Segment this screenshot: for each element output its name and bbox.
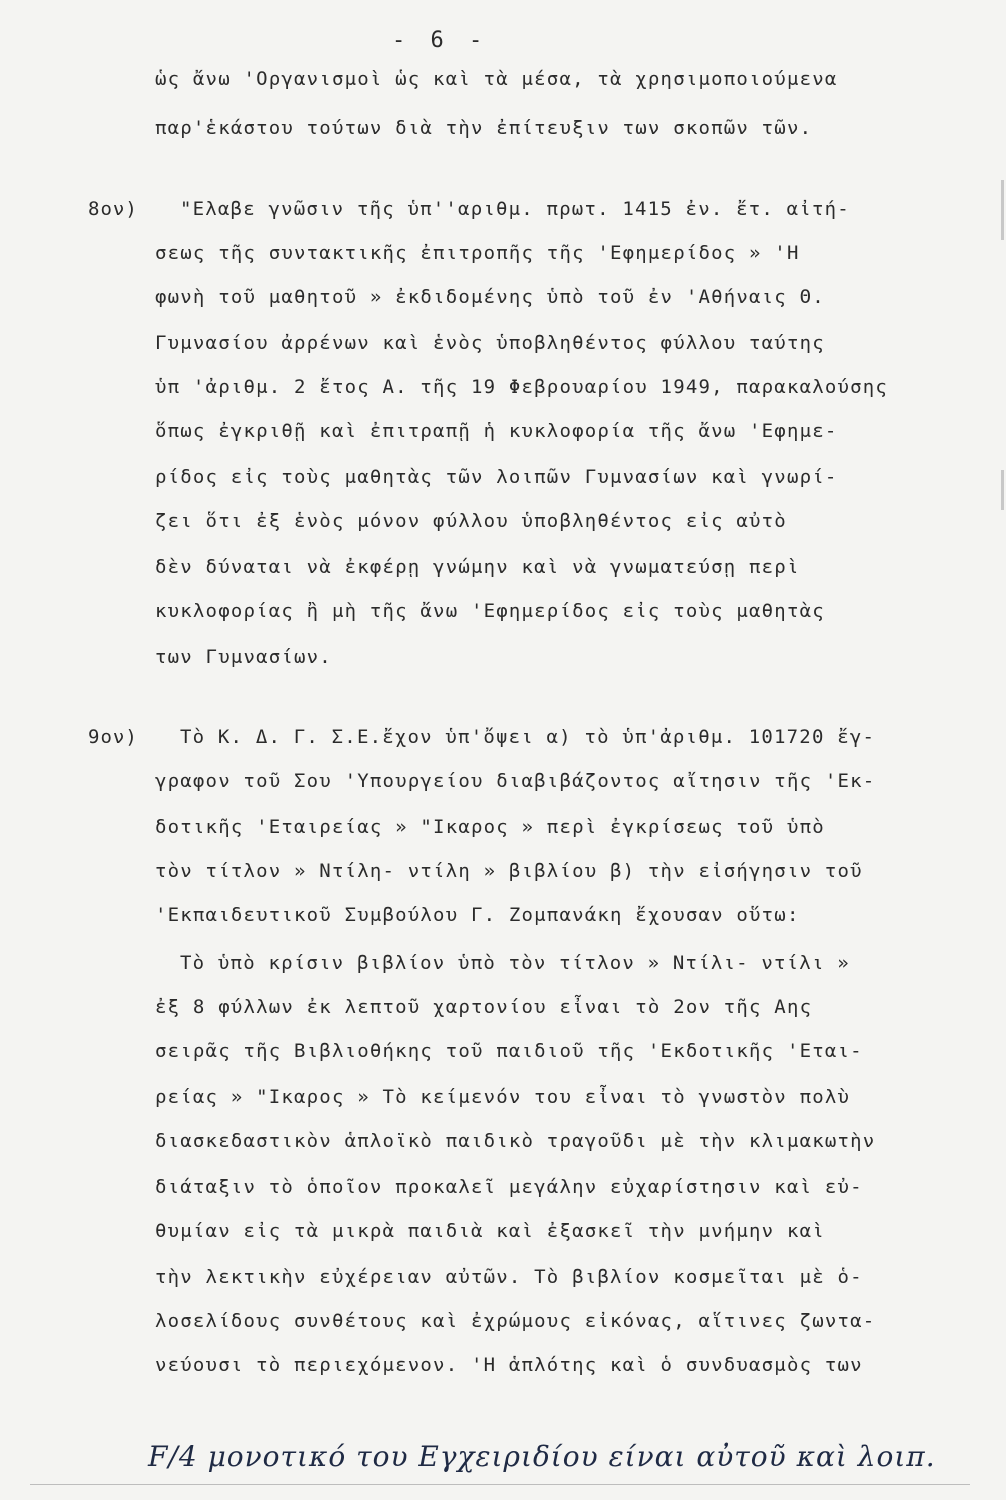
scan-edge-mark bbox=[1001, 470, 1004, 510]
text-line: 'Εκπαιδευτικοῦ Συμβούλου Γ. Ζομπανάκη ἔχουσαν οὕτω: bbox=[155, 904, 800, 926]
text-line: ἐξ 8 φύλλων ἐκ λεπτοῦ χαρτονίου εἶναι τὸ 2ον τῆς Αης bbox=[155, 996, 813, 1018]
text-line: σειρᾶς τῆς Βιβλιοθήκης τοῦ παιδιοῦ τῆς 'Εκδοτικῆς 'Εται- bbox=[155, 1040, 863, 1062]
page-number: - 6 - bbox=[392, 28, 489, 53]
text-line: ρίδος εἰς τοὺς μαθητὰς τῶν λοιπῶν Γυμνασίων καὶ γνωρί- bbox=[155, 466, 838, 488]
text-line: λοσελίδους συνθέτους καὶ ἐχρώμους εἰκόνας, αἵτινες ζωντα- bbox=[155, 1310, 876, 1332]
text-line: διάταξιν τὸ ὁποῖον προκαλεῖ μεγάλην εὐχαρίστησιν καὶ εὐ- bbox=[155, 1176, 863, 1198]
text-line: διασκεδαστικὸν ἁπλοϊκὸ παιδικὸ τραγοῦδι μὲ τὴν κλιμακωτὴν bbox=[155, 1130, 876, 1152]
text-line: ὑπ 'ἀριθμ. 2 ἔτος Α. τῆς 19 Φεβρουαρίου 1949, παρακαλούσης bbox=[155, 376, 889, 398]
handwritten-note: F/4 μονοτικό του Εγχειριδίου είναι αὐτοῦ καὶ λοιπ. bbox=[148, 1440, 936, 1473]
text-line: δοτικῆς 'Εταιρείας » "Ικαρος » περὶ ἐγκρίσεως τοῦ ὑπὸ bbox=[155, 816, 825, 838]
text-line: των Γυμνασίων. bbox=[155, 646, 332, 668]
text-line: ζει ὅτι ἐξ ἑνὸς μόνον φύλλου ὑποβληθέντος εἰς αὐτὸ bbox=[155, 510, 787, 532]
text-line: νεύουσι τὸ περιεχόμενον. 'Η ἁπλότης καὶ ὁ συνδυασμὸς των bbox=[155, 1354, 863, 1376]
text-line: θυμίαν εἰς τὰ μικρὰ παιδιὰ καὶ ἐξασκεῖ τὴν μνήμην καὶ bbox=[155, 1220, 825, 1242]
page-bottom-rule bbox=[30, 1484, 970, 1485]
text-line: ρείας » "Ικαρος » Τὸ κείμενόν του εἶναι τὸ γνωστὸν πολὺ bbox=[155, 1086, 851, 1108]
text-line: Τὸ ὑπὸ κρίσιν βιβλίον ὑπὸ τὸν τίτλον » Ντίλι- ντίλι » bbox=[180, 952, 850, 974]
text-line: σεως τῆς συντακτικῆς ἐπιτροπῆς τῆς 'Εφημερίδος » 'Η bbox=[155, 242, 800, 264]
text-line: κυκλοφορίας ἢ μὴ τῆς ἄνω 'Εφημερίδος εἰς τοὺς μαθητὰς bbox=[155, 600, 825, 622]
text-line: "Ελαβε γνῶσιν τῆς ὑπ''αριθμ. πρωτ. 1415 ἐν. ἔτ. αἰτή- bbox=[180, 198, 850, 220]
text-line: ὅπως ἐγκριθῇ καὶ ἐπιτραπῇ ἡ κυκλοφορία τῆς ἄνω 'Εφημε- bbox=[155, 420, 838, 442]
section-label: 9ον) bbox=[88, 726, 138, 748]
text-line: ὡς ἄνω 'Οργανισμοὶ ὡς καὶ τὰ μέσα, τὰ χρησιμοποιούμενα bbox=[155, 68, 838, 90]
text-line: δὲν δύναται νὰ ἐκφέρῃ γνώμην καὶ νὰ γνωματεύσῃ περὶ bbox=[155, 556, 800, 578]
text-line: τὸν τίτλον » Ντίλη- ντίλη » βιβλίου β) τὴν εἰσήγησιν τοῦ bbox=[155, 860, 863, 882]
text-line: Τὸ Κ. Δ. Γ. Σ.Ε.ἔχον ὑπ'ὄψει α) τὸ ὑπ'ἀριθμ. 101720 ἔγ- bbox=[180, 726, 876, 748]
text-line: γραφον τοῦ Σου 'Υπουργείου διαβιβάζοντος αἴτησιν τῆς 'Εκ- bbox=[155, 770, 876, 792]
text-line: παρ'ἑκάστου τούτων διὰ τὴν ἐπίτευξιν των σκοπῶν τῶν. bbox=[155, 117, 813, 139]
section-label: 8ον) bbox=[88, 198, 138, 220]
scan-edge-mark bbox=[1001, 180, 1004, 240]
text-line: Γυμνασίου ἀρρένων καὶ ἑνὸς ὑποβληθέντος φύλλου ταύτης bbox=[155, 332, 825, 354]
text-line: τὴν λεκτικὴν εὐχέρειαν αὐτῶν. Τὸ βιβλίον κοσμεῖται μὲ ὁ- bbox=[155, 1266, 863, 1288]
text-line: φωνὴ τοῦ μαθητοῦ » ἐκδιδομένης ὑπὸ τοῦ ἐν 'Αθήναις Θ. bbox=[155, 286, 825, 308]
